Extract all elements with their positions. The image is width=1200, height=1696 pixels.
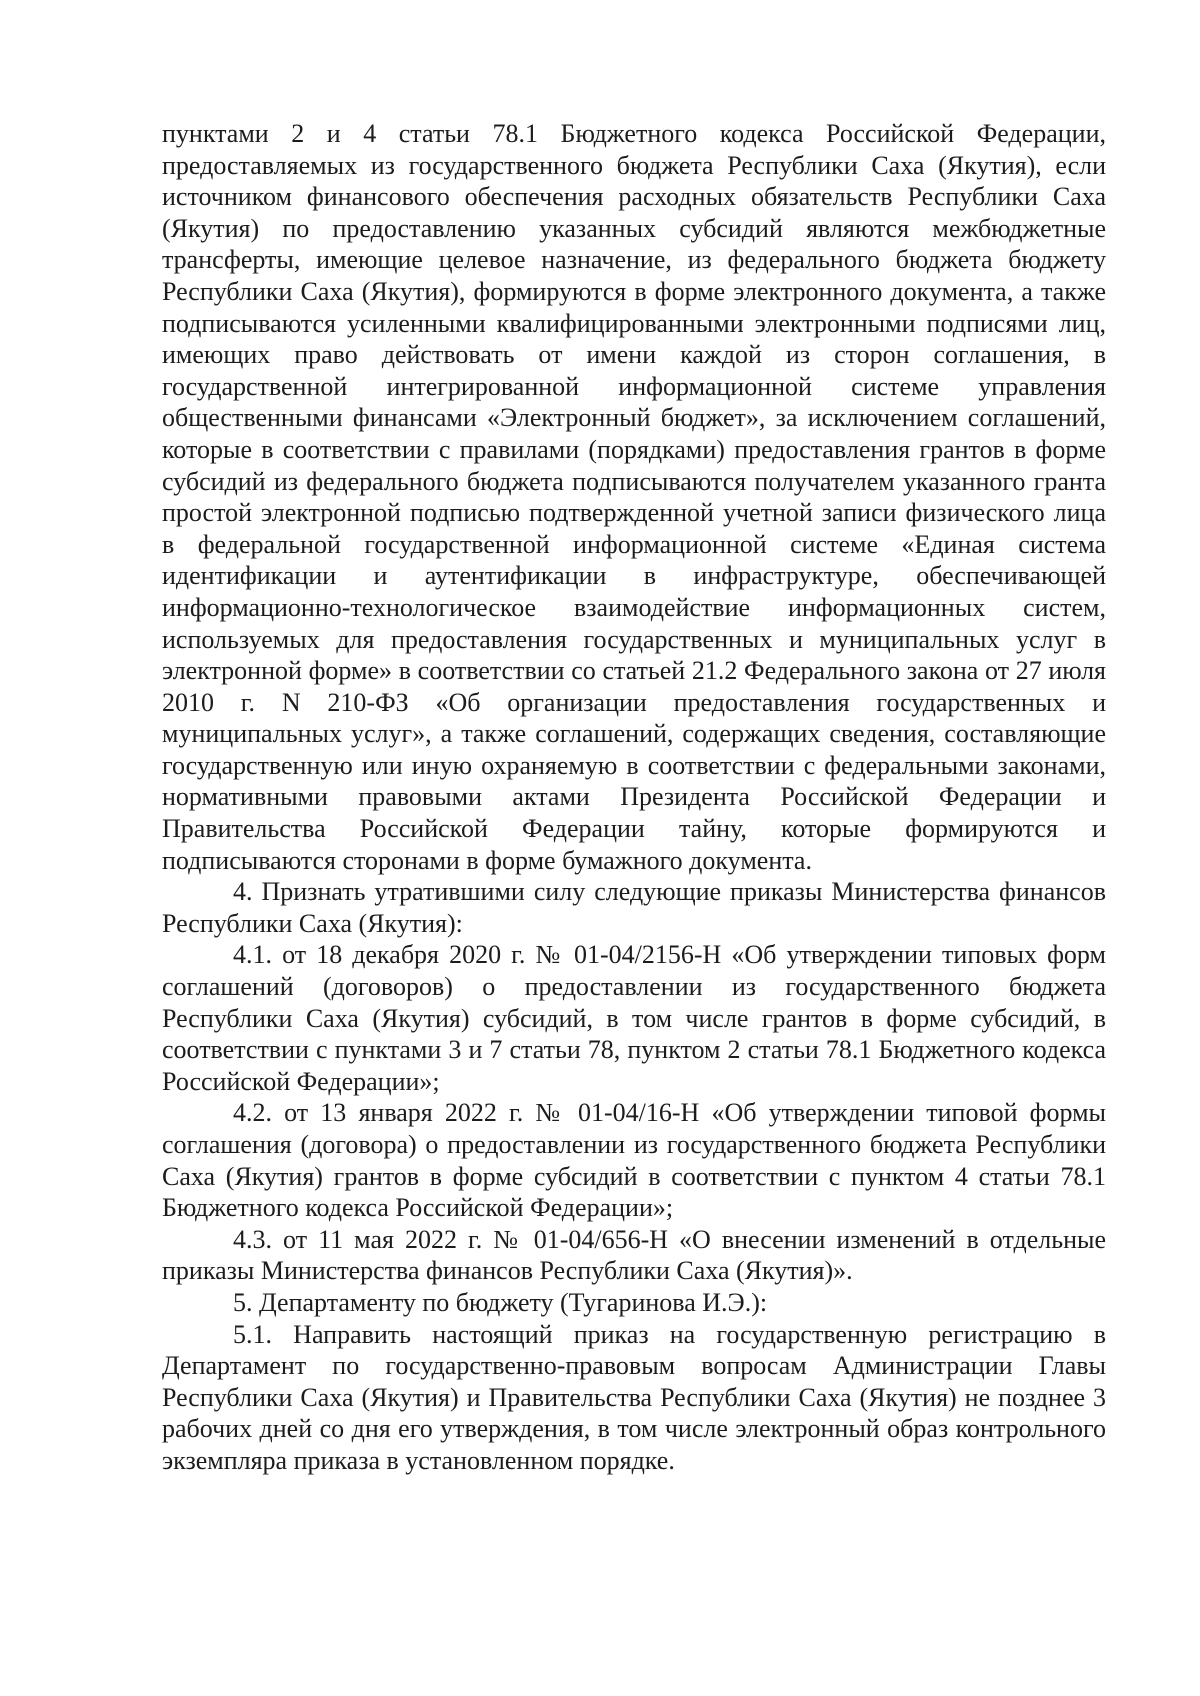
paragraph-item-5: 5. Департаменту по бюджету (Тугаринова И.Э.):	[233, 1287, 768, 1317]
paragraph-item-4-2: 4.2. от 13 января 2022 г. № 01-04/16-Н «Об утверждении типовой формы соглашения (договора) о предоставлении из государственного бюджета Республики Саха (Якутия) грантов в форме субсидий в соответствии с пунктом 4 статьи 78.1 Бюджетного кодекса Российской Федерации»;	[162, 1098, 1106, 1223]
document-body	[162, 118, 1106, 1477]
paragraph-item-4: 4. Признать утратившими силу следующие приказы Министерства финансов Республики Саха (Якутия):	[162, 877, 1106, 938]
paragraph-item-5-1: 5.1. Направить настоящий приказ на государственную регистрацию в Департамент по государственно-правовым вопросам Администрации Главы Республики Саха (Якутия) и Правительства Республики Саха (Якутия) не позднее 3 рабочих дней со дня его утверждения, в том числе электронный образ контрольного экземпляра приказа в установленном порядке.	[162, 1319, 1106, 1475]
paragraph-item-4-1: 4.1. от 18 декабря 2020 г. № 01-04/2156-Н «Об утверждении типовых форм соглашений (договоров) о предоставлении из государственного бюджета Республики Саха (Якутия) субсидий, в том числе грантов в форме субсидий, в соответствии с пунктами 3 и 7 статьи 78, пунктом 2 статьи 78.1 Бюджетного кодекса Российской Федерации»;	[162, 940, 1106, 1096]
paragraph-item-4-3: 4.3. от 11 мая 2022 г. № 01-04/656-Н «О внесении изменений в отдельные приказы Министерства финансов Республики Саха (Якутия)».	[162, 1224, 1106, 1286]
paragraph-continuation-item-3: пунктами 2 и 4 статьи 78.1 Бюджетного кодекса Российской Федерации, предоставляемых из государственного бюджета Республики Саха (Якутия), если источником финансового обеспечения расходных обязательств Республики Саха (Якутия) по предоставлению указанных субсидий являются межбюджетные трансферты, имеющие целевое назначение, из федерального бюджета бюджету Республики Саха (Якутия), формируются в форме электронного документа, а также подписываются усиленными квалифицированными электронными подписями лиц, имеющих право действовать от имени каждой из сторон соглашения, в государственной интегрированной информационной системе управления общественными финансами «Электронный бюджет», за исключением соглашений, которые в соответствии с правилами (порядками) предоставления грантов в форме субсидий из федерального бюджета подписываются получателем указанного гранта простой электронной подписью подтвержденной учетной записи физического лица в федеральной государственной информационной системе «Единая система идентификации и аутентификации в инфраструктуре, обеспечивающей информационно-технологическое взаимодействие информационных систем, используемых для предоставления государственных и муниципальных услуг в электронной форме» в соответствии со статьей 21.2 Федерального закона от 27 июля 2010 г. N 210-ФЗ «Об организации предоставления государственных и муниципальных услуг», а также соглашений, содержащих сведения, составляющие государственную или иную охраняемую в соответствии с федеральными законами, нормативными правовыми актами Президента Российской Федерации и Правительства Российской Федерации тайну, которые формируются и подписываются сторонами в форме бумажного документа.	[162, 119, 1106, 875]
